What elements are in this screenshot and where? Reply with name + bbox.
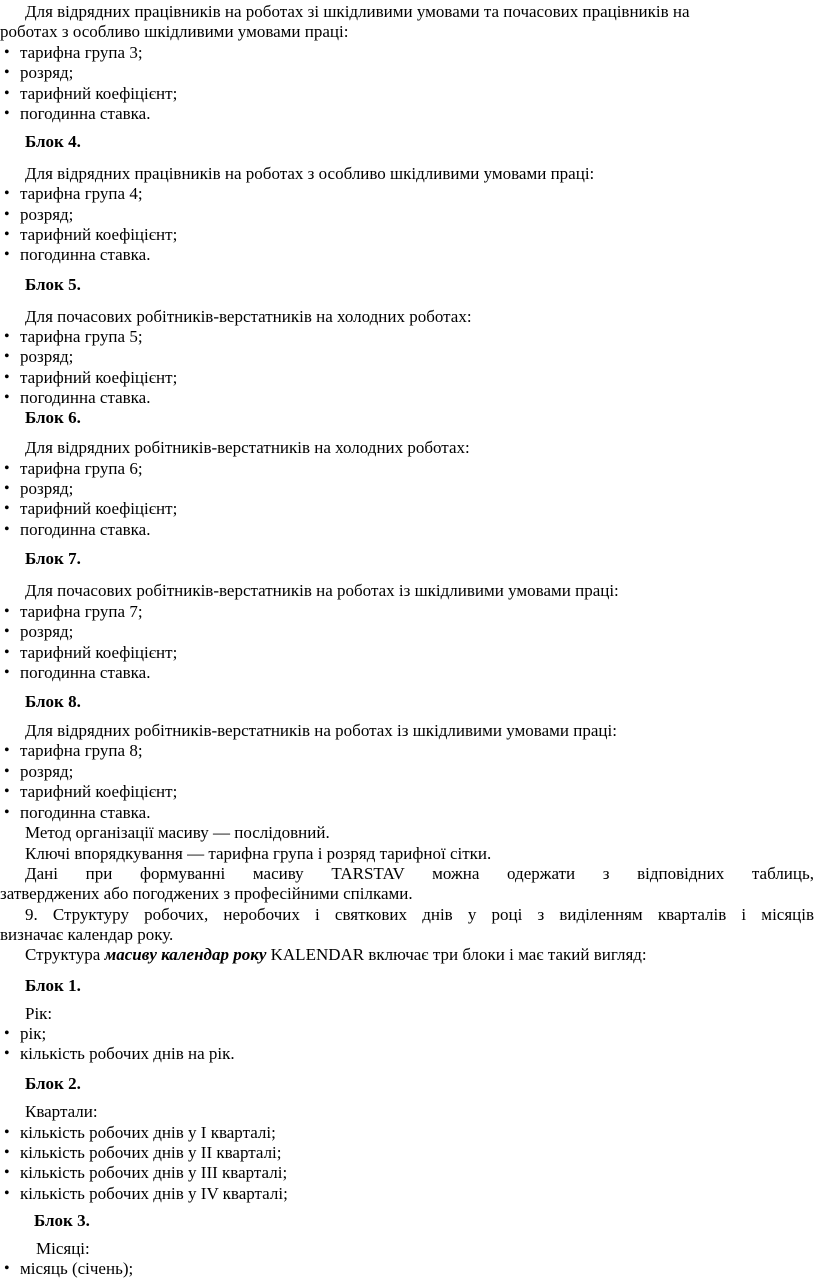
calendar-block-heading: Блок 1.	[25, 976, 81, 995]
keys-note: Ключі впорядкування — тарифна група і розряд тарифної сітки.	[25, 844, 492, 863]
block-description: Для відрядних робітників-верстатників на холодних роботах:	[25, 438, 470, 457]
intro-line-2: роботах з особливо шкідливими умовами праці:	[0, 22, 349, 41]
calendar-block-label: Місяці:	[36, 1239, 90, 1258]
block-heading: Блок 7.	[25, 549, 81, 568]
list-item: • погодинна ставка.	[0, 803, 816, 823]
block-description: Для почасових робітників-верстатників на роботах із шкідливими умовами праці:	[25, 581, 619, 600]
list-item: • місяць (січень);	[0, 1259, 816, 1279]
list-item: • розряд;	[0, 63, 816, 83]
list-item: • рік;	[0, 1024, 816, 1044]
block-description: Для відрядних робітників-верстатників на роботах із шкідливими умовами праці:	[25, 721, 617, 740]
block-heading: Блок 6.	[25, 408, 81, 427]
calendar-block-heading: Блок 2.	[25, 1074, 81, 1093]
method-note: Метод організації масиву — послідовний.	[25, 823, 330, 842]
list-item: • тарифна група 6;	[0, 459, 816, 479]
list-item: • погодинна ставка.	[0, 520, 816, 540]
list-item: • тарифна група 4;	[0, 184, 816, 204]
paragraph-9-line-2: визначає календар року.	[0, 925, 174, 944]
list-item: • погодинна ставка.	[0, 104, 816, 124]
list-item: • розряд;	[0, 347, 816, 367]
structure-sentence	[0, 945, 816, 965]
list-item: • тарифна група 7;	[0, 602, 816, 622]
calendar-block-label: Рік:	[25, 1004, 53, 1023]
list-item: • тарифний коефіцієнт;	[0, 643, 816, 663]
block-heading: Блок 8.	[25, 692, 81, 711]
list-item: • розряд;	[0, 479, 816, 499]
list-item: • розряд;	[0, 762, 816, 782]
list-item: • тарифний коефіцієнт;	[0, 368, 816, 388]
calendar-block-heading: Блок 3.	[34, 1211, 90, 1230]
calendar-block-label: Квартали:	[25, 1102, 98, 1121]
list-item: • погодинна ставка.	[0, 245, 816, 265]
list-item: • тарифний коефіцієнт;	[0, 499, 816, 519]
block-heading: Блок 5.	[25, 275, 81, 294]
data-note-line-1: Дані при формуванні масиву TARSTAV можна одержати з відповідних таблиць,	[25, 864, 814, 883]
intro-line-1: Для відрядних працівників на роботах зі шкідливими умовами та почасових працівників на	[25, 2, 690, 21]
block-description: Для почасових робітників-верстатників на холодних роботах:	[25, 307, 472, 326]
list-item: • кількість робочих днів у II кварталі;	[0, 1143, 816, 1163]
list-item: • кількість робочих днів у IV кварталі;	[0, 1184, 816, 1204]
list-item: • кількість робочих днів у I кварталі;	[0, 1123, 816, 1143]
list-item: • розряд;	[0, 622, 816, 642]
list-item: • розряд;	[0, 205, 816, 225]
structure-text-after: KALENDAR включає три блоки і має такий вигляд:	[266, 945, 647, 964]
list-item: • тарифна група 5;	[0, 327, 816, 347]
list-item: • тарифний коефіцієнт;	[0, 782, 816, 802]
data-note-line-2: затверджених або погоджених з професійними спілками.	[0, 884, 413, 903]
block-description: Для відрядних працівників на роботах з особливо шкідливими умовами праці:	[25, 164, 595, 183]
list-item: • кількість робочих днів на рік.	[0, 1044, 816, 1064]
structure-text-before: Структура	[25, 945, 105, 964]
list-item: • тарифний коефіцієнт;	[0, 225, 816, 245]
list-item: • тарифний коефіцієнт;	[0, 84, 816, 104]
list-item: • тарифна група 8;	[0, 741, 816, 761]
structure-emphasis: масиву календар року	[104, 945, 267, 964]
list-item: • погодинна ставка.	[0, 663, 816, 683]
list-item: • тарифна група 3;	[0, 43, 816, 63]
list-item: • погодинна ставка.	[0, 388, 816, 408]
list-item: • кількість робочих днів у III кварталі;	[0, 1163, 816, 1183]
block-heading: Блок 4.	[25, 132, 81, 151]
paragraph-9-line-1: 9. Структуру робочих, неробочих і святкових днів у році з виділенням кварталів і місяців	[25, 905, 814, 924]
